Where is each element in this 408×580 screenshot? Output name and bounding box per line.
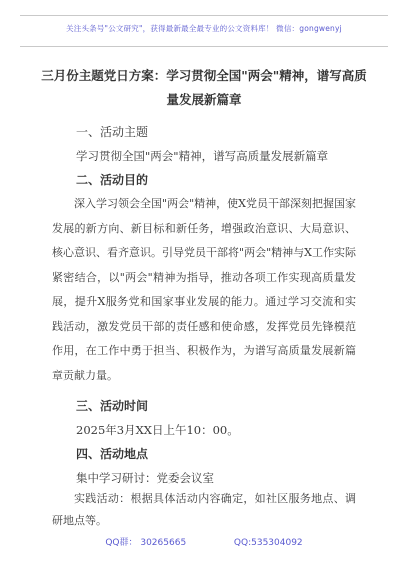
location-item-practice: 实践活动：根据具体活动内容确定，如社区服务地点、调研地点等。 [52, 492, 356, 527]
footer-qq-number: QQ:535304092 [233, 538, 303, 548]
footer-qq-group: QQ群： 30265665 [105, 538, 187, 548]
section-heading-theme: 一、活动主题 [76, 125, 149, 139]
section-heading-location: 四、活动地点 [76, 447, 149, 461]
section-heading-purpose: 二、活动目的 [76, 173, 149, 187]
section-heading-time: 三、活动时间 [76, 399, 149, 413]
header-rule [20, 15, 388, 16]
footer-contact [0, 535, 408, 548]
time-text: 2025年3月XX日上午10：00。 [76, 423, 239, 437]
purpose-paragraph: 深入学习领会全国"两会"精神，使X党员干部深刻把握国家发展的新方向、新目标和新任务，增强政治意识、大局意识、核心意识、看齐意识。引导党员干部将"两会"精神与X工作实际紧密结合，以"两会"精神为指导，推动各项工作实现高质量发展，提升X服务党和国家事业发展的能力。通过学习交流和实践活动，激发党员干部的责任感和使命感，发挥党员先锋模范作用，在工作中勇于担当、积极作为，为谱写高质量发展新篇章贡献力量。 [52, 197, 356, 382]
header-note: 关注头条号"公文研究"，获得最新最全最专业的公文资料库！ 微信：gongwenyj [66, 24, 342, 33]
theme-text: 学习贯彻全国"两会"精神，谱写高质量发展新篇章 [76, 149, 329, 163]
document-title: 三月份主题党日方案：学习贯彻全国"两会"精神，谱写高质量发展新篇章 [41, 68, 367, 107]
header-rule-bottom [20, 46, 388, 47]
location-item-study: 集中学习研讨：党委会议室 [76, 471, 214, 485]
